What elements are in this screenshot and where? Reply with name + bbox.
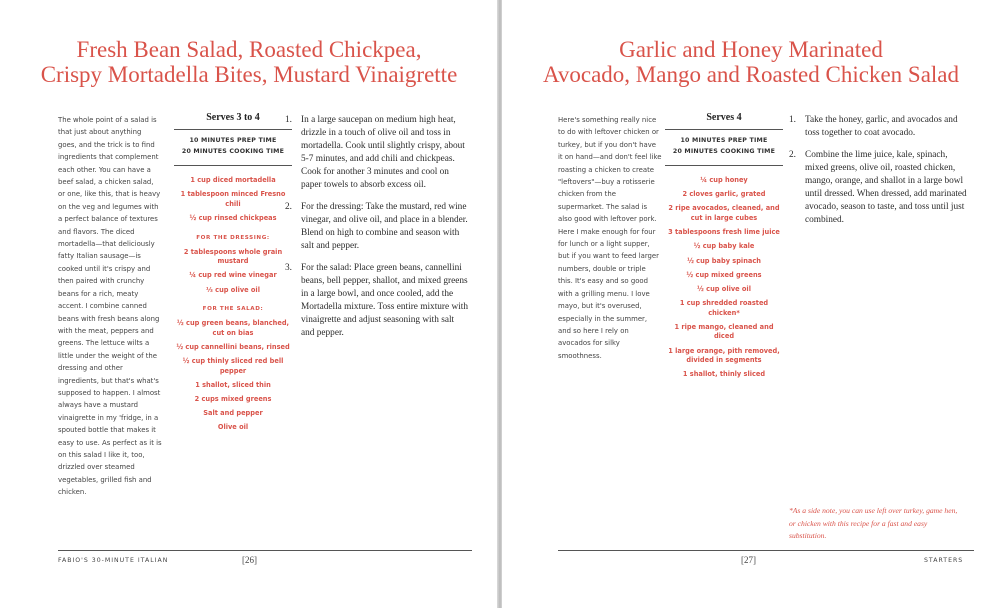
ingredient-item: ½ cup thinly sliced red bell pepper	[182, 357, 284, 375]
step-number: 2.	[285, 202, 292, 212]
title-line-1: Garlic and Honey Marinated	[619, 37, 883, 62]
page-number: [26]	[242, 555, 257, 565]
ingredient-item: 2 cups mixed greens	[194, 395, 272, 404]
ingredient-item: ½ cup olive oil	[697, 284, 751, 293]
method-steps	[285, 114, 469, 349]
divider	[665, 165, 783, 166]
ingredients-panel	[174, 112, 292, 438]
recipe-title	[0, 37, 498, 87]
ingredient-item: ¼ cup honey	[700, 176, 748, 184]
title-line-2: Crispy Mortadella Bites, Mustard Vinaigrette	[40, 62, 458, 87]
intro-text: Here's something really nice to do with leftover chicken or turkey, but if you don't have it on hand—and don't feel like roasting a chicken to create "leftovers"—buy a rotisserie chicken from the supermarket. The salad is also good with leftover pork. Here I make enough for four for lunch or a light supper, but if you want to feed larger numbers, double or triple this. It's easy and so good with a grilling menu. I love mayo, but it's overused, especially in the summer, and so here I rely on avocados for silky smoothness.	[558, 116, 662, 360]
step-number: 1.	[285, 115, 292, 125]
page-number: [27]	[741, 555, 756, 565]
ingredient-item: ½ cup rinsed chickpeas	[189, 213, 277, 222]
side-note: *As a side note, you can use left over turkey, game hen, or chicken with this recipe for a fast and easy substitution.	[789, 506, 958, 540]
ingredient-item: 2 ripe avocados, cleaned, and cut in large cubes	[668, 204, 780, 222]
step-text: In a large saucepan on medium high heat, drizzle in a touch of olive oil and toss in mortadella. Cook until slightly crispy, about 5-7 minutes, and add chili and chickpeas. Cook for another 3 minutes and cool on paper towels to absorb excess oil.	[301, 115, 465, 190]
ingredient-item: 3 tablespoons fresh lime juice	[668, 228, 780, 237]
method-step	[789, 114, 973, 140]
prep-time: 10 MINUTES PREP TIME	[189, 137, 277, 144]
step-number: 3.	[285, 263, 292, 273]
step-number: 1.	[789, 115, 796, 125]
left-page	[0, 0, 498, 608]
title-line-1: Fresh Bean Salad, Roasted Chickpea,	[76, 37, 422, 62]
step-text: For the dressing: Take the mustard, red wine vinegar, and olive oil, and place in a blender. Blend on high to combine and season with salt and pepper.	[301, 202, 468, 251]
ingredient-item: 2 cloves garlic, grated	[682, 190, 766, 199]
divider	[174, 165, 292, 166]
time-block	[174, 130, 292, 165]
intro-text: The whole point of a salad is that just about anything goes, and the trick is to find ingredients that complement each other. You can have a beef salad, a chicken salad, or one, like this, that is heavy on the veg and legumes with a perfect balance of textures and flavors. The diced mortadella—that deliciously fatty Italian sausage—is cooked until it's crispy and then paired with crunchy beans for a rich, meaty accent. I combine canned beans with fresh beans along with the meat, peppers and greens. The lettuce wilts a little under the weight of the dressing and other ingredients, but that's what's supposed to happen. I almost always have a mustard vinaigrette in my 'fridge, in a spouted bottle that makes it easy to use. As perfect as it is on this salad I like it, too, drizzled over steamed vegetables, grilled fish and chicken.	[58, 116, 162, 497]
ingredient-item: 1 cup diced mortadella	[190, 176, 276, 184]
ingredient-item: 1 large orange, pith removed, divided in segments	[668, 346, 780, 365]
serves-label: Serves 4	[706, 112, 742, 123]
ingredient-item: ½ cup green beans, blanched, cut on bias	[176, 319, 290, 337]
step-text: For the salad: Place green beans, cannellini beans, bell pepper, shallot, and mixed greens in a large bowl, and once cooled, add the Mortadella mixture. Toss entire mixture with vinaigrette and adjust seasoning with salt and pepper.	[301, 263, 469, 338]
step-number: 2.	[789, 150, 796, 160]
ingredient-item: Salt and pepper	[203, 409, 263, 418]
ingredient-item: ½ cup baby spinach	[687, 256, 761, 265]
ingredient-item: 1 tablespoon minced Fresno chili	[180, 190, 286, 208]
method-step	[285, 262, 469, 340]
cook-time: 20 MINUTES COOKING TIME	[181, 148, 285, 155]
ingredient-list	[665, 176, 783, 380]
ingredient-item: ½ cup mixed greens	[686, 270, 762, 279]
method-step	[789, 149, 973, 227]
ingredient-item: 2 tablespoons whole grain mustard	[183, 247, 283, 266]
title-line-2: Avocado, Mango and Roasted Chicken Salad	[542, 62, 960, 87]
ingredient-item: 1 shallot, sliced thin	[195, 380, 271, 389]
ingredients-panel	[665, 112, 783, 385]
serves-label: Serves 3 to 4	[206, 112, 260, 123]
dressing-heading: FOR THE DRESSING:	[196, 234, 270, 241]
ingredient-item: 1 ripe mango, cleaned and diced	[674, 322, 774, 341]
ingredient-item: ½ cup cannellini beans, rinsed	[176, 342, 290, 351]
ingredient-item: 1 shallot, thinly sliced	[682, 370, 766, 379]
ingredient-list	[174, 176, 292, 224]
time-block	[665, 130, 783, 165]
running-head: FABIO'S 30-MINUTE ITALIAN	[58, 557, 169, 564]
footer-divider	[558, 550, 974, 551]
step-text: Combine the lime juice, kale, spinach, mixed greens, olive oil, roasted chicken, mango, orange, and shallot in a large bowl until dressed. When dressed, add marinated avocado, season to taste, and toss until just combined.	[805, 150, 967, 225]
salad-list	[174, 319, 292, 433]
ingredient-item: ¼ cup red wine vinegar	[189, 271, 277, 280]
recipe-title	[502, 37, 1000, 87]
method-step	[285, 201, 469, 253]
ingredient-item: 1 cup shredded roasted chicken*	[679, 299, 769, 317]
prep-time: 10 MINUTES PREP TIME	[680, 137, 768, 144]
right-page	[502, 0, 1000, 608]
method-steps	[789, 114, 973, 236]
cook-time: 20 MINUTES COOKING TIME	[672, 148, 776, 155]
ingredient-item: ½ cup baby kale	[693, 242, 755, 251]
step-text: Take the honey, garlic, and avocados and toss together to coat avocado.	[805, 115, 958, 138]
method-step	[285, 114, 469, 192]
salad-heading: FOR THE SALAD:	[202, 306, 264, 313]
footer-divider	[58, 550, 472, 551]
running-head: STARTERS	[924, 557, 964, 564]
ingredient-item: ⅓ cup olive oil	[206, 285, 260, 294]
ingredient-item: Olive oil	[217, 423, 249, 432]
dressing-list	[174, 248, 292, 296]
